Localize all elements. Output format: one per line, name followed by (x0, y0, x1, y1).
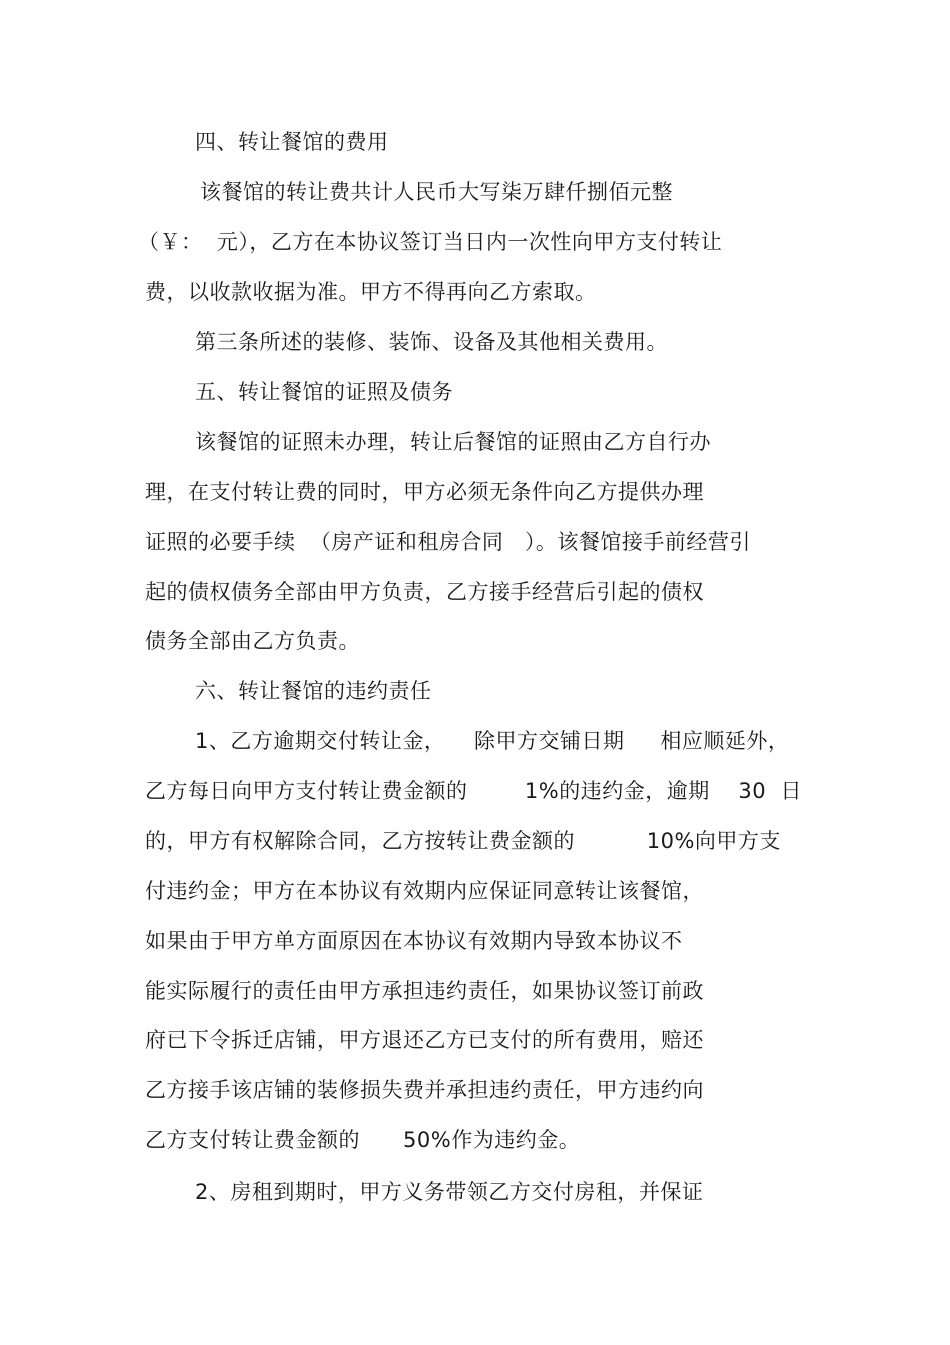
paragraph-line: 乙方接手该店铺的装修损失费并承担违约责任，甲方违约向 (145, 1078, 704, 1102)
paragraph-line: 1、乙方逾期交付转让金， 除甲方交铺日期 相应顺延外， (195, 729, 790, 753)
paragraph-line: 该餐馆的转让费共计人民币大写柒万肆仟捌佰元整 (200, 180, 673, 204)
paragraph-line: 的，甲方有权解除合同，乙方按转让费金额的 10%向甲方支 (145, 829, 781, 853)
paragraph-line: 费，以收款收据为准。甲方不得再向乙方索取。 (145, 280, 597, 304)
paragraph-line: 能实际履行的责任由甲方承担违约责任，如果协议签订前政 (145, 979, 704, 1003)
section-heading-licenses: 五、转让餐馆的证照及债务 (195, 380, 453, 404)
paragraph-line: 如果由于甲方单方面原因在本协议有效期内导致本协议不 (145, 929, 683, 953)
section-heading-liability: 六、转让餐馆的违约责任 (195, 679, 432, 703)
paragraph-line: （￥： 元），乙方在本协议签订当日内一次性向甲方支付转让 (138, 230, 723, 254)
paragraph-line: 起的债权债务全部由甲方负责，乙方接手经营后引起的债权 (145, 580, 704, 604)
paragraph-line: 付违约金；甲方在本协议有效期内应保证同意转让该餐馆， (145, 879, 704, 903)
paragraph-line: 乙方支付转让费金额的 50%作为违约金。 (145, 1128, 581, 1152)
paragraph-line: 证照的必要手续 （房产证和租房合同 ）。该餐馆接手前经营引 (145, 530, 751, 554)
paragraph-line: 债务全部由乙方负责。 (145, 629, 360, 653)
paragraph-line: 府已下令拆迁店铺，甲方退还乙方已支付的所有费用，赔还 (145, 1028, 704, 1052)
paragraph-line: 2、房租到期时，甲方义务带领乙方交付房租，并保证 (195, 1180, 704, 1204)
paragraph-line: 理，在支付转让费的同时，甲方必须无条件向乙方提供办理 (145, 480, 704, 504)
paragraph-line: 第三条所述的装修、装饰、设备及其他相关费用。 (195, 330, 668, 354)
section-heading-fees: 四、转让餐馆的费用 (195, 130, 389, 154)
paragraph-line: 乙方每日向甲方支付转让费金额的 1%的违约金，逾期 30 日 (145, 779, 802, 803)
paragraph-line: 该餐馆的证照未办理，转让后餐馆的证照由乙方自行办 (195, 430, 711, 454)
